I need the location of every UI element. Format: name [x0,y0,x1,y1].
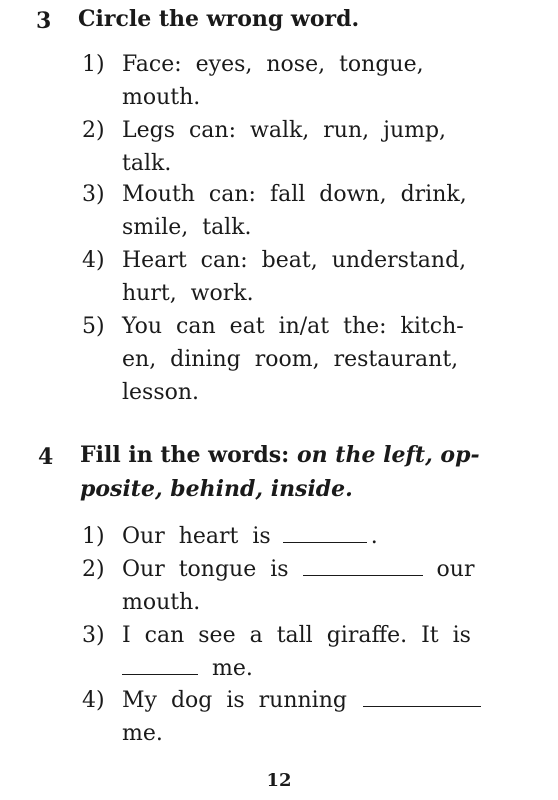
item-text-part: our [436,557,475,582]
instruction-words: posite, behind, inside. [80,476,353,502]
item-text: Face: eyes, nose, tongue, [122,52,424,77]
item-text: You can eat in/at the: kitch- [122,314,464,339]
item-number: 3) [82,182,105,207]
page-number: 12 [266,770,292,791]
item-text: Heart can: beat, understand, [122,248,467,273]
item-number: 2) [82,557,105,582]
exercise-number: 4 [38,444,54,470]
item-text: talk. [122,151,172,176]
item-text [122,520,378,553]
item-text [122,684,485,717]
item-text: me. [122,721,163,746]
item-text-part: Our heart is [122,524,271,549]
item-text: mouth. [122,590,201,615]
instruction-bold: Fill in the words: [80,442,290,468]
item-text: Legs can: walk, run, jump, [122,118,447,143]
item-number: 1) [82,524,105,549]
item-text-part: My dog is running [122,688,347,713]
item-text-part: . [370,524,378,549]
item-number: 4) [82,688,105,713]
answer-blank[interactable] [303,555,423,576]
item-text: en, dining room, restaurant, [122,347,459,372]
item-text [122,652,253,685]
item-text: smile, talk. [122,215,252,240]
answer-blank[interactable] [122,654,198,675]
item-text: lesson. [122,380,200,405]
item-number: 3) [82,623,105,648]
exercise-instruction: Circle the wrong word. [78,6,360,32]
item-text-part: Our tongue is [122,557,289,582]
item-text: hurt, work. [122,281,254,306]
item-text-part: me. [212,656,253,681]
item-text [122,553,474,586]
item-number: 2) [82,118,105,143]
item-number: 4) [82,248,105,273]
item-text: I can see a tall giraffe. It is [122,623,471,648]
item-text: mouth. [122,85,201,110]
answer-blank[interactable] [363,686,481,707]
answer-blank[interactable] [283,522,367,543]
item-text: Mouth can: fall down, drink, [122,182,467,207]
exercise-instruction [80,438,480,472]
instruction-words: on the left, op- [296,442,480,468]
item-number: 5) [82,314,105,339]
exercise-number: 3 [36,8,52,34]
item-number: 1) [82,52,105,77]
